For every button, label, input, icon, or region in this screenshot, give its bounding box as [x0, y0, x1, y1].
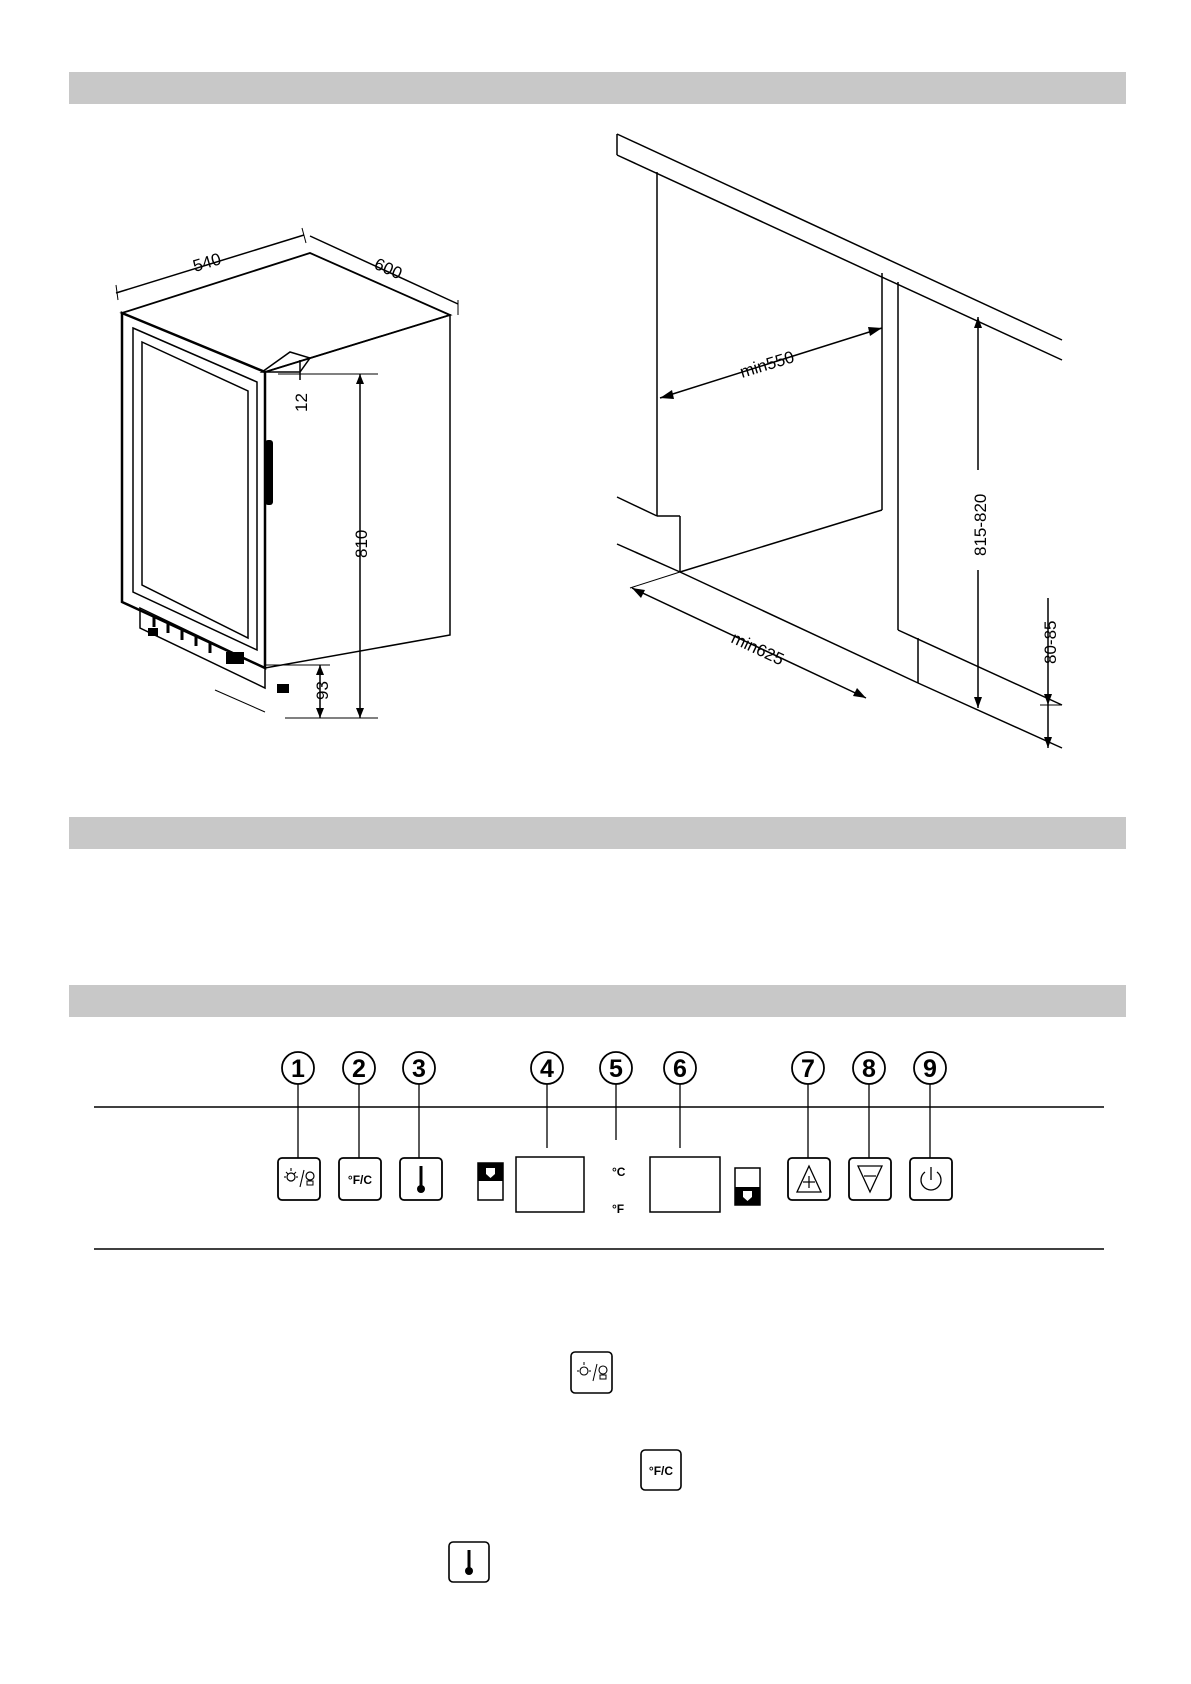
callout-8: 8 — [862, 1055, 876, 1083]
dimension-width-label: 540 — [190, 249, 224, 276]
inline-thermometer-icon — [449, 1542, 489, 1582]
callout-3: 3 — [412, 1055, 426, 1083]
dimension-min-width-label: min625 — [728, 628, 787, 670]
lower-zone-icon — [735, 1168, 760, 1205]
callout-1: 1 — [291, 1055, 305, 1083]
unit-fahrenheit-indicator: °F — [612, 1202, 625, 1216]
dimension-base-label: 93 — [313, 681, 332, 700]
unit-toggle-label: °F/C — [347, 1173, 373, 1187]
upper-temperature-display — [516, 1157, 584, 1212]
callout-4: 4 — [540, 1055, 554, 1083]
dimension-min-depth-label: min550 — [737, 347, 797, 382]
inline-light-button-icon — [571, 1352, 612, 1393]
inline-unit-toggle-icon — [641, 1450, 681, 1490]
upper-zone-icon — [478, 1163, 503, 1200]
unit-toggle-button-icon[interactable] — [339, 1158, 381, 1200]
dimension-height-label: 810 — [352, 529, 371, 558]
dimension-depth-label: 600 — [371, 254, 406, 284]
unit-celsius-indicator: °C — [612, 1165, 626, 1179]
dimension-plinth-label: 80-85 — [1041, 620, 1060, 664]
plus-button-icon[interactable] — [788, 1158, 830, 1200]
minus-button-icon[interactable] — [849, 1158, 891, 1200]
control-panel-diagram — [94, 1052, 1104, 1249]
light-button-icon[interactable] — [278, 1158, 320, 1200]
installation-niche-drawing — [617, 134, 1062, 748]
lower-temperature-display — [650, 1157, 720, 1212]
inline-unit-toggle-label: °F/C — [648, 1464, 674, 1478]
callout-2: 2 — [352, 1055, 366, 1083]
callout-5: 5 — [609, 1055, 623, 1083]
appliance-dimension-drawing — [116, 228, 458, 718]
power-button-icon[interactable] — [910, 1158, 952, 1200]
callout-7: 7 — [801, 1055, 815, 1083]
callout-6: 6 — [673, 1055, 687, 1083]
callout-9: 9 — [923, 1055, 937, 1083]
dimension-niche-height-label: 815-820 — [971, 493, 990, 556]
dimension-gap-label: 12 — [292, 393, 311, 412]
thermometer-button-icon[interactable] — [400, 1158, 442, 1200]
